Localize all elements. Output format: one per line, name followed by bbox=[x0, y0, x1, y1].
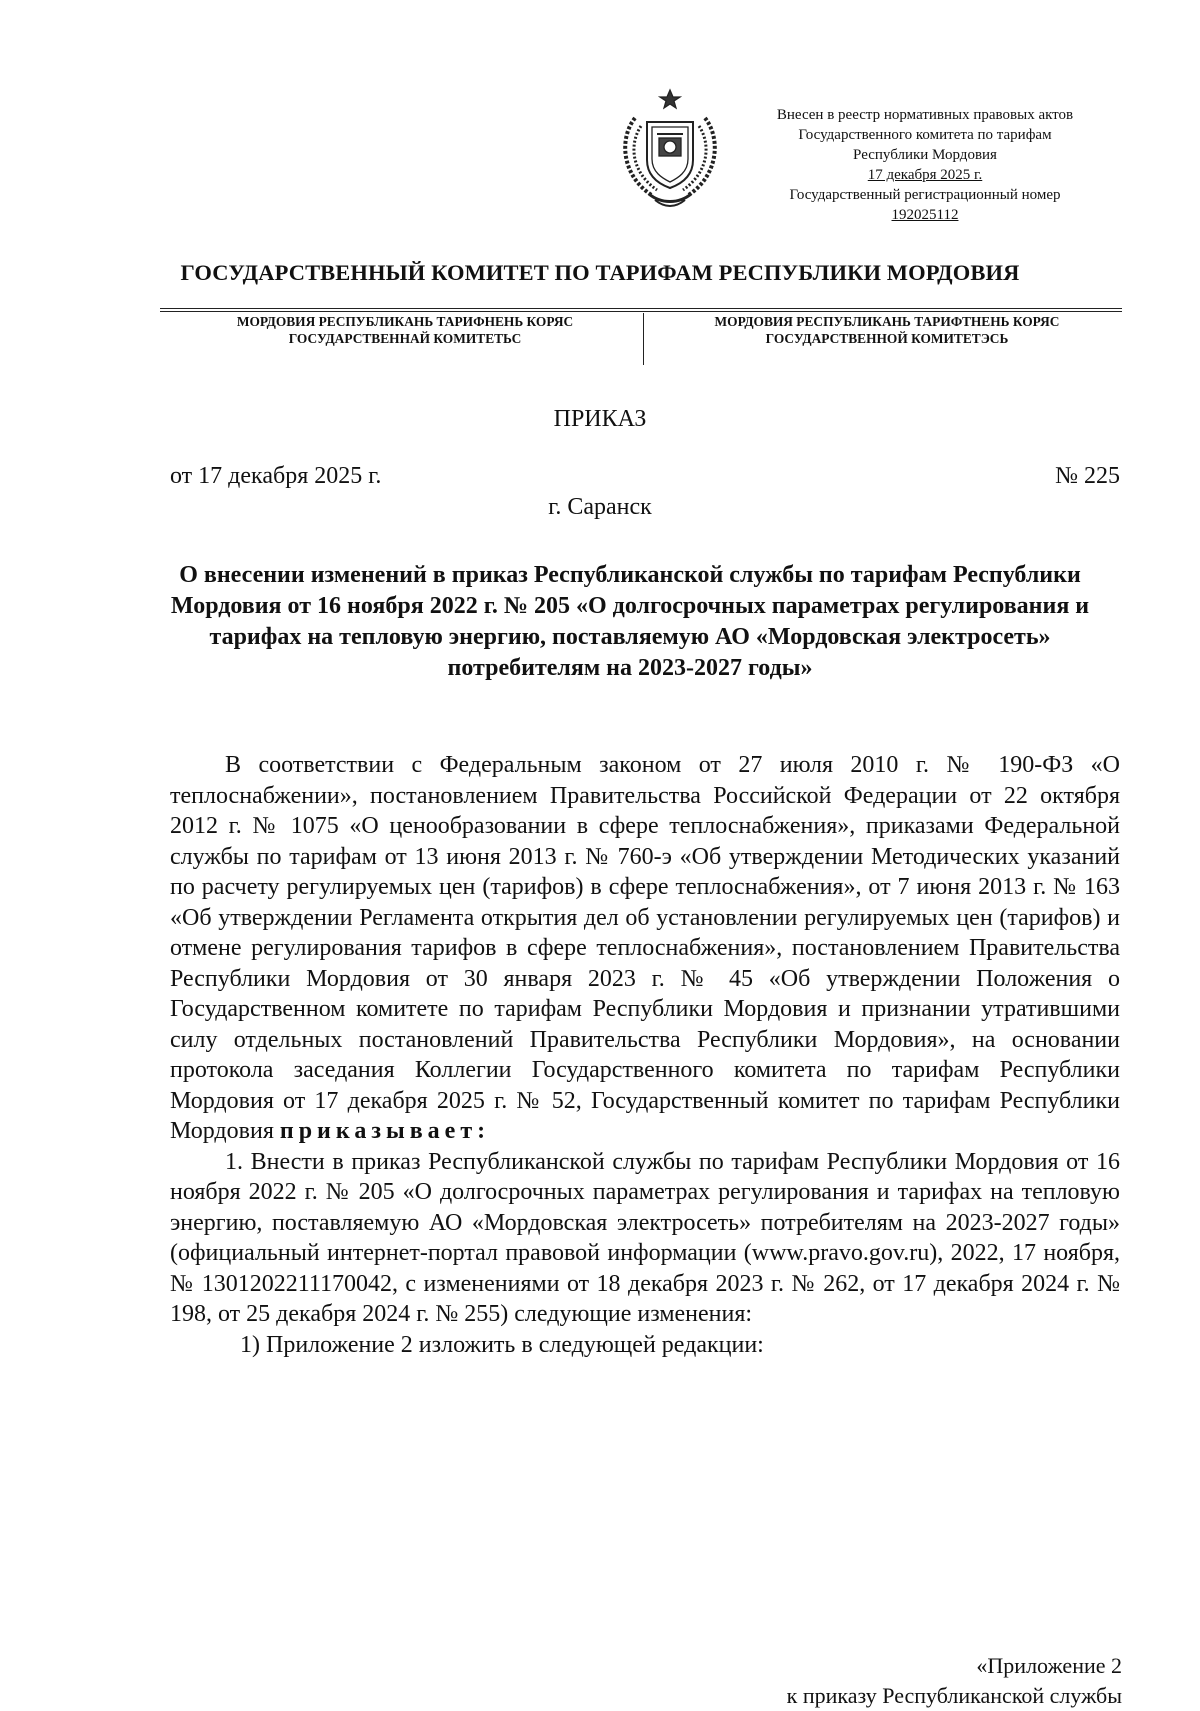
coat-of-arms-emblem bbox=[613, 88, 727, 210]
appendix-line: «Приложение 2 bbox=[976, 1653, 1122, 1678]
document-type: ПРИКАЗ bbox=[553, 406, 647, 432]
document-body bbox=[170, 750, 1120, 1360]
preamble-paragraph bbox=[170, 750, 1120, 1147]
subitem-1-paragraph: 1) Приложение 2 изложить в следующей редакции: bbox=[240, 1331, 764, 1358]
document-city: г. Саранск bbox=[548, 494, 652, 520]
mordva-right-line: ГОСУДАРСТВЕННОЙ КОМИТЕТЭСЬ bbox=[765, 331, 1009, 346]
header-rule bbox=[160, 308, 1122, 309]
registry-line: Государственного комитета по тарифам bbox=[798, 127, 1052, 143]
registry-line: Внесен в реестр нормативных правовых актов bbox=[776, 107, 1074, 123]
document-date: от 17 декабря 2025 г. bbox=[170, 463, 382, 489]
registry-line: Государственный регистрационный номер bbox=[789, 187, 1061, 203]
appendix-reference bbox=[787, 1651, 1122, 1711]
mordva-left-line: МОРДОВИЯ РЕСПУБЛИКАНЬ ТАРИФНЕНЬ КОРЯС bbox=[236, 314, 574, 329]
header-rule bbox=[160, 311, 1122, 312]
organization-title: ГОСУДАРСТВЕННЫЙ КОМИТЕТ ПО ТАРИФАМ РЕСПУБЛИКИ МОРДОВИЯ bbox=[180, 260, 1020, 285]
decree-word: приказывает: bbox=[279, 1118, 491, 1144]
document-subject: О внесении изменений в приказ Республиканской службы по тарифам Республики Мордовия от 16 ноября 2022 г. № 205 «О долгосрочных параметрах регулирования и тарифах на тепловую энергию, поставляемую АО «Мордовская электросеть» потребителям на 2023-2027 годы» bbox=[170, 562, 1090, 681]
organization-title-mordva-left bbox=[170, 313, 640, 347]
registry-line: Республики Мордовия bbox=[853, 147, 997, 163]
mordva-right-line: МОРДОВИЯ РЕСПУБЛИКАНЬ ТАРИФТНЕНЬ КОРЯС bbox=[714, 314, 1060, 329]
appendix-line: к приказу Республиканской службы bbox=[786, 1683, 1122, 1708]
mordva-left-line: ГОСУДАРСТВЕННАЙ КОМИТЕТЬС bbox=[288, 331, 522, 346]
registry-date: 17 декабря 2025 г. bbox=[867, 167, 983, 183]
item-1-paragraph: 1. Внести в приказ Республиканской службы по тарифам Республики Мордовия от 16 ноября 2022 г. № 205 «О долгосрочных параметрах регулирования и тарифах на тепловую энергию, поставляемую АО «Мордовская электросеть» потребителям на 2023-2027 годы» (официальный интернет-портал правовой информации (www.pravo.gov.ru), 2022, 17 ноября, № 1301202211170042, с изменениями от 18 декабря 2023 г. № 262, от 17 декабря 2024 г. № 198, от 25 декабря 2024 г. № 255) следующие изменения: bbox=[170, 1148, 1120, 1327]
organization-title-mordva-right bbox=[652, 313, 1122, 347]
preamble-text: В соответствии с Федеральным законом от 27 июля 2010 г. № 190-ФЗ «О теплоснабжении», постановлением Правительства Российской Федерации от 22 октября 2012 г. № 1075 «О ценообразовании в сфере теплоснабжения», приказами Федеральной службы по тарифам от 13 июня 2013 г. № 760-э «Об утверждении Методических указаний по расчету регулируемых цен (тарифов) в сфере теплоснабжения», от 7 июня 2013 г. № 163 «Об утверждении Регламента открытия дел об установлении регулируемых цен (тарифов) и отмене регулирования тарифов в сфере теплоснабжения», постановлением Правительства Республики Мордовия от 30 января 2023 г. № 45 «Об утверждении Положения о Государственном комитете по тарифам Республики Мордовия и признании утратившими силу отдельных постановлений Правительства Республики Мордовия», на основании протокола заседания Коллегии Государственного комитета по тарифам Республики Мордовия от 17 декабря 2025 г. № 52, Государственный комитет по тарифам Республики Мордовия bbox=[170, 752, 1120, 1144]
document-number: № 225 bbox=[1055, 463, 1120, 489]
header-divider bbox=[643, 313, 644, 365]
registry-note bbox=[725, 105, 1125, 225]
registry-number: 192025112 bbox=[891, 207, 959, 223]
